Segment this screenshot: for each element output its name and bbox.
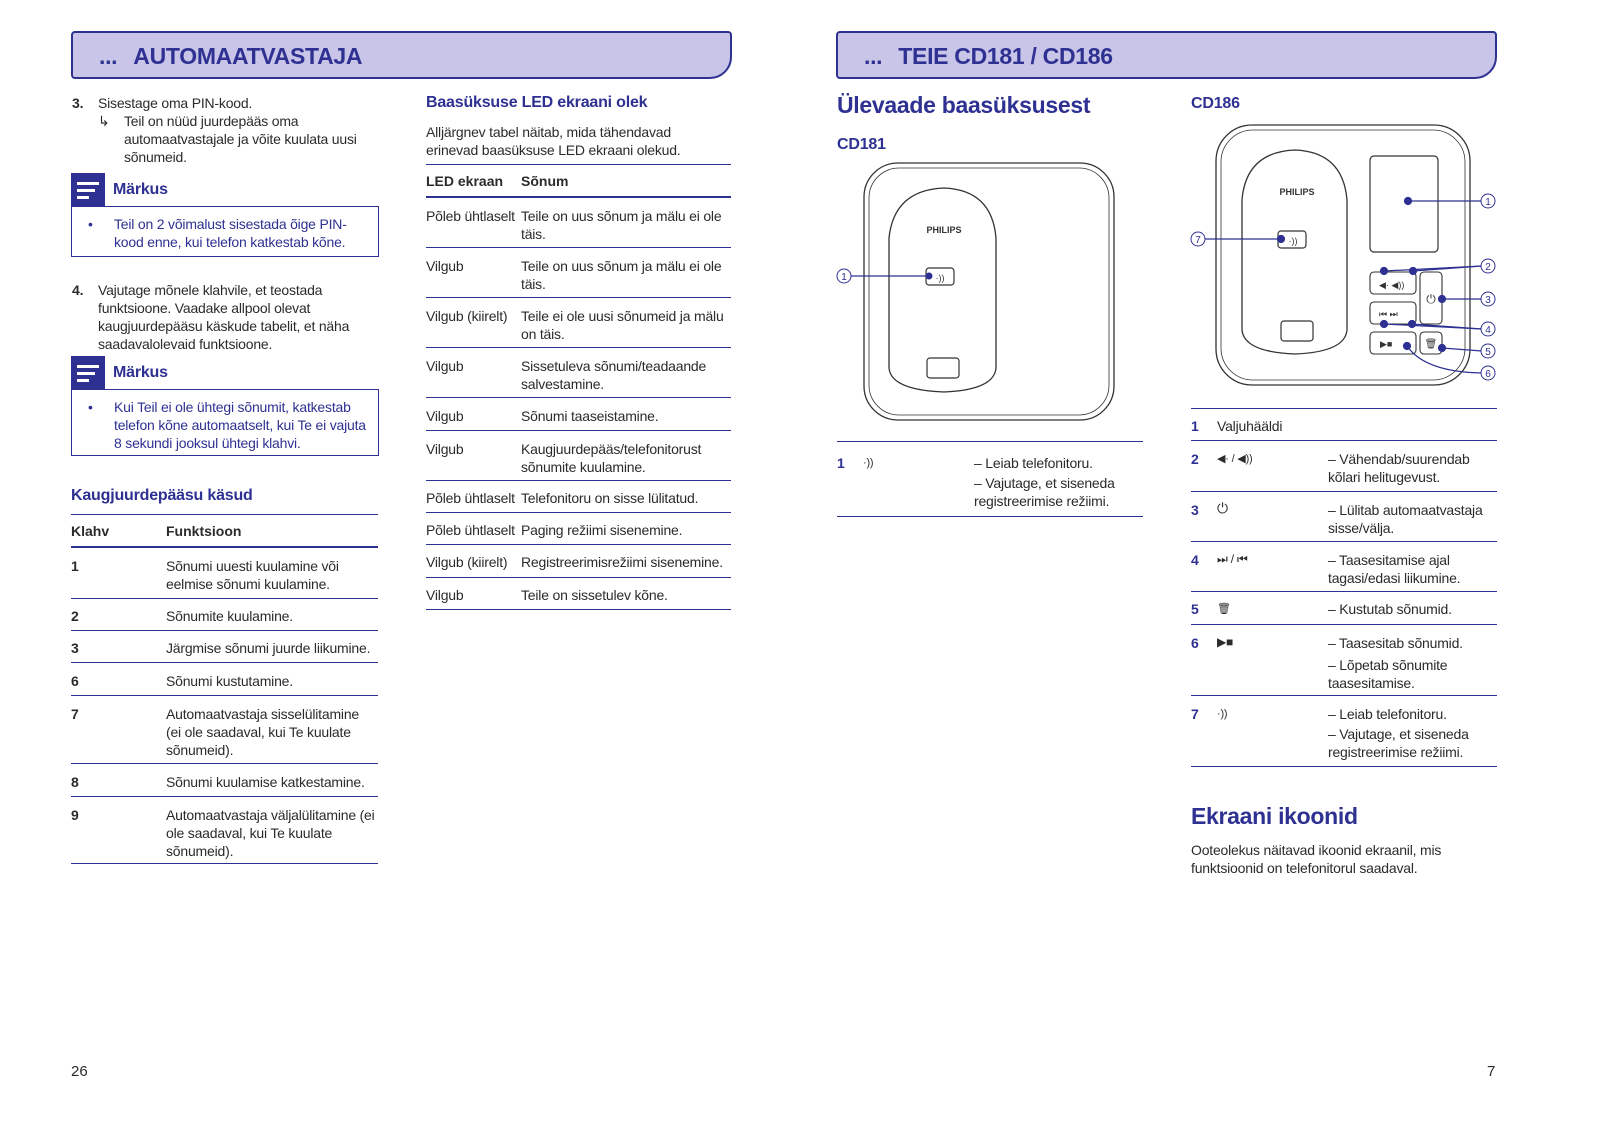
table-row bbox=[426, 348, 731, 398]
led-message: Sõnumi taaseistamine. bbox=[521, 408, 659, 424]
result-arrow-icon: ↳ bbox=[98, 113, 110, 129]
icons-text: Ooteolekus näitavad ikoonid ekraanil, mis funktsioonid on telefonitorul saadaval. bbox=[1191, 842, 1442, 876]
step-number: 4. bbox=[72, 282, 84, 298]
left-banner bbox=[71, 31, 732, 79]
svg-text:◀· ◀)): ◀· ◀)) bbox=[1379, 280, 1405, 290]
step-3 bbox=[72, 94, 382, 166]
cd186-table bbox=[1191, 408, 1497, 767]
callout-3: 3 bbox=[1485, 295, 1491, 306]
cd181-table bbox=[837, 441, 1143, 517]
skip-icon: ⏭ / ⏮ bbox=[1217, 552, 1248, 566]
desc-line: – Taasesitab sõnumid. bbox=[1328, 635, 1463, 651]
separator: / bbox=[1231, 453, 1235, 465]
led-state: Põleb ühtlaselt bbox=[426, 522, 515, 538]
led-message: Paging režiimi sisenemine. bbox=[521, 522, 683, 538]
led-state: Vilgub bbox=[426, 408, 464, 424]
table-row bbox=[837, 442, 1143, 517]
page-number-left: 26 bbox=[71, 1063, 88, 1080]
row-number: 4 bbox=[1191, 552, 1199, 568]
note-header bbox=[71, 356, 381, 390]
led-state: Vilgub bbox=[426, 441, 464, 457]
table-row bbox=[426, 545, 731, 578]
table-row bbox=[426, 398, 731, 431]
table-row bbox=[71, 631, 378, 663]
led-message: Teile ei ole uusi sõnumeid ja mälu on täis. bbox=[521, 308, 724, 342]
callout-7: 7 bbox=[1195, 235, 1201, 246]
trash-icon: 🗑 bbox=[1217, 603, 1231, 615]
svg-text:⏻: ⏻ bbox=[1426, 292, 1436, 306]
table-row bbox=[71, 663, 378, 696]
header-led: LED ekraan bbox=[426, 173, 504, 189]
desc-line: – Vajutage, et siseneda registreerimise režiimi. bbox=[1328, 726, 1469, 760]
play-stop-icon: ▶■ bbox=[1217, 635, 1234, 649]
desc-line: – Lõpetab sõnumite taasesitamise. bbox=[1328, 657, 1448, 691]
led-message: Teile on sissetulev kõne. bbox=[521, 587, 668, 603]
row-description: – Vähendab/suurendab kõlari helitugevust. bbox=[1328, 451, 1470, 485]
row-number: 7 bbox=[1191, 706, 1199, 722]
led-state: Vilgub (kiirelt) bbox=[426, 554, 508, 570]
remote-heading: Kaugjuurdepääsu käsud bbox=[71, 487, 253, 504]
table-row bbox=[426, 298, 731, 348]
cd186-base-illustration bbox=[1180, 120, 1505, 390]
table-header bbox=[71, 515, 378, 548]
note-icon bbox=[71, 356, 105, 390]
led-message: Registreerimisrežiimi sisenemine. bbox=[521, 554, 723, 570]
svg-text:⏮ ⏭: ⏮ ⏭ bbox=[1379, 309, 1398, 319]
row-number: 2 bbox=[1191, 451, 1199, 467]
bullet: • bbox=[88, 399, 93, 415]
note-box bbox=[71, 389, 379, 456]
led-state: Põleb ühtlaselt bbox=[426, 208, 515, 224]
function: Sõnumi uuesti kuulamine või eelmise sõnumi kuulamine. bbox=[166, 558, 339, 592]
power-icon: ⏻ bbox=[1217, 500, 1228, 516]
row-number: 5 bbox=[1191, 601, 1199, 617]
svg-text:🗑: 🗑 bbox=[1424, 339, 1438, 350]
row-number: 1 bbox=[837, 455, 845, 471]
table-row bbox=[71, 797, 378, 864]
banner-title: TEIE CD181 / CD186 bbox=[898, 43, 1113, 69]
page-icon: ·)) bbox=[863, 457, 874, 469]
callout-1: 1 bbox=[841, 272, 847, 283]
overview-heading: Ülevaade baasüksusest bbox=[837, 92, 1091, 118]
table-row bbox=[426, 198, 731, 248]
table-row bbox=[71, 548, 378, 599]
desc-line: – Leiab telefonitoru. bbox=[1328, 706, 1447, 722]
banner-dots: ... bbox=[99, 43, 118, 69]
led-state: Vilgub bbox=[426, 358, 464, 374]
table-row bbox=[1191, 409, 1497, 441]
header-message: Sõnum bbox=[521, 173, 569, 189]
callout-6: 6 bbox=[1485, 369, 1491, 380]
svg-text:▶■: ▶■ bbox=[1380, 339, 1393, 349]
svg-text:·)): ·)) bbox=[935, 273, 945, 283]
key: 3 bbox=[71, 640, 79, 656]
callout-5: 5 bbox=[1485, 347, 1491, 358]
header-key: Klahv bbox=[71, 523, 110, 539]
table-row bbox=[1191, 696, 1497, 767]
key: 1 bbox=[71, 558, 79, 574]
led-state: Põleb ühtlaselt bbox=[426, 490, 515, 506]
led-table bbox=[426, 164, 731, 610]
note-text: Teil on 2 võimalust sisestada õige PIN-kood enne, kui telefon katkestab kõne. bbox=[114, 216, 347, 250]
bullet: • bbox=[88, 216, 93, 232]
banner-title: AUTOMAATVASTAJA bbox=[133, 43, 363, 69]
cd186-label: CD186 bbox=[1191, 95, 1240, 112]
brand-logo: PHILIPS bbox=[1279, 187, 1315, 197]
table-row bbox=[1191, 592, 1497, 625]
table-row bbox=[426, 431, 731, 481]
key: 8 bbox=[71, 774, 79, 790]
row-description: – Taasesitamise ajal tagasi/edasi liikumine. bbox=[1328, 552, 1461, 586]
step-text: Vajutage mõnele klahvile, et teostada funktsioone. Vaadake allpool olevat kaugjuurdepääsu käskude tabelit, et näha saadavalolevaid funktsioone. bbox=[98, 282, 350, 352]
right-banner bbox=[836, 31, 1497, 79]
svg-text:·)): ·)) bbox=[1288, 236, 1298, 246]
row-description: – Lülitab automaatvastaja sisse/välja. bbox=[1328, 502, 1483, 536]
cd181-base-illustration bbox=[834, 158, 1124, 428]
led-message: Telefonitoru on sisse lülitatud. bbox=[521, 490, 699, 506]
table-header bbox=[426, 165, 731, 198]
step-4 bbox=[72, 281, 382, 353]
cd181-label: CD181 bbox=[837, 136, 886, 153]
row-number: 6 bbox=[1191, 635, 1199, 651]
led-intro: Alljärgnev tabel näitab, mida tähendavad erinevad baasüksuse LED ekraani olekud. bbox=[426, 124, 681, 158]
function: Järgmise sõnumi juurde liikumine. bbox=[166, 640, 371, 656]
table-row bbox=[1191, 542, 1497, 592]
function: Sõnumi kustutamine. bbox=[166, 673, 293, 689]
table-row bbox=[71, 599, 378, 631]
step-result: Teil on nüüd juurdepääs oma automaatvastajale ja võite kuulata uusi sõnumeid. bbox=[124, 113, 357, 165]
volume-icon: ◀· / ◀)) bbox=[1217, 453, 1253, 465]
led-heading: Baasüksuse LED ekraani olek bbox=[426, 94, 648, 111]
key: 7 bbox=[71, 706, 79, 722]
table-row bbox=[426, 481, 731, 513]
remote-table bbox=[71, 514, 378, 864]
note-text: Kui Teil ei ole ühtegi sõnumit, katkestab telefon kõne automaatselt, kui Te ei vajuta 8 sekundi jooksul ühtegi klahvi. bbox=[114, 399, 366, 451]
row-description bbox=[1328, 705, 1493, 761]
led-message: Sissetuleva sõnumi/teadaande salvestamine. bbox=[521, 358, 707, 392]
row-label: Valjuhääldi bbox=[1217, 418, 1283, 434]
table-row bbox=[1191, 492, 1497, 542]
function: Automaatvastaja sisselülitamine (ei ole saadaval, kui Te kuulate sõnumeid). bbox=[166, 706, 360, 758]
led-state: Vilgub bbox=[426, 258, 464, 274]
row-description bbox=[1328, 634, 1493, 692]
step-number: 3. bbox=[72, 95, 84, 111]
function: Sõnumi kuulamise katkestamine. bbox=[166, 774, 365, 790]
callout-2: 2 bbox=[1485, 262, 1491, 273]
desc-line: – Vajutage, et siseneda registreerimise režiimi. bbox=[974, 475, 1115, 509]
separator: / bbox=[1230, 552, 1234, 566]
function: Sõnumite kuulamine. bbox=[166, 608, 293, 624]
page-icon: ·)) bbox=[1217, 708, 1228, 720]
led-message: Kaugjuurdepääs/telefonitorust sõnumite kuulamine. bbox=[521, 441, 702, 475]
note-title: Märkus bbox=[113, 181, 168, 198]
row-number: 1 bbox=[1191, 418, 1199, 434]
page-number-right: 7 bbox=[1487, 1063, 1496, 1080]
table-row bbox=[426, 513, 731, 545]
desc-line: – Leiab telefonitoru. bbox=[974, 455, 1093, 471]
table-row bbox=[71, 696, 378, 764]
row-number: 3 bbox=[1191, 502, 1199, 518]
led-message: Teile on uus sõnum ja mälu ei ole täis. bbox=[521, 208, 722, 242]
led-state: Vilgub (kiirelt) bbox=[426, 308, 508, 324]
callout-4: 4 bbox=[1485, 325, 1491, 336]
row-description bbox=[974, 454, 1139, 510]
key: 9 bbox=[71, 807, 79, 823]
icons-heading: Ekraani ikoonid bbox=[1191, 803, 1358, 829]
table-row bbox=[71, 764, 378, 797]
note-title: Märkus bbox=[113, 364, 168, 381]
table-row bbox=[426, 578, 731, 610]
key: 2 bbox=[71, 608, 79, 624]
note-header bbox=[71, 173, 381, 207]
table-row bbox=[1191, 625, 1497, 696]
key: 6 bbox=[71, 673, 79, 689]
banner-dots: ... bbox=[864, 43, 883, 69]
led-message: Teile on uus sõnum ja mälu ei ole täis. bbox=[521, 258, 722, 292]
note-box bbox=[71, 206, 379, 257]
brand-logo: PHILIPS bbox=[926, 225, 962, 235]
step-text: Sisestage oma PIN-kood. bbox=[98, 95, 253, 111]
row-description: – Kustutab sõnumid. bbox=[1328, 601, 1452, 617]
table-row bbox=[426, 248, 731, 298]
note-icon bbox=[71, 173, 105, 207]
table-row bbox=[1191, 441, 1497, 492]
led-state: Vilgub bbox=[426, 587, 464, 603]
callout-1: 1 bbox=[1485, 197, 1491, 208]
function: Automaatvastaja väljalülitamine (ei ole saadaval, kui Te kuulate sõnumeid). bbox=[166, 807, 375, 859]
header-function: Funktsioon bbox=[166, 523, 242, 539]
